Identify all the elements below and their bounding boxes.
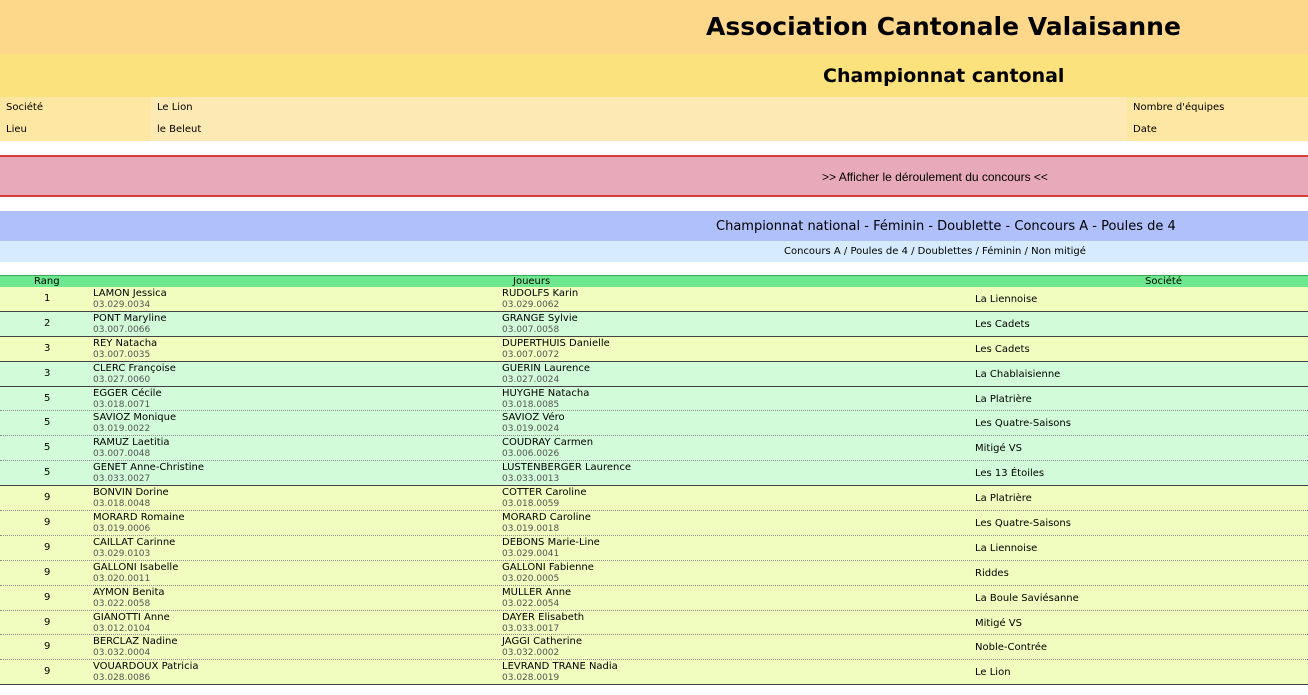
rank-cell: 9: [44, 666, 51, 678]
rank-cell: 1: [44, 293, 51, 304]
player1-license: 03.032.0004: [93, 648, 151, 659]
club-name: Les 13 Étoiles: [975, 468, 1045, 480]
rank-cell: 9: [44, 492, 51, 504]
table-row: [0, 312, 1308, 337]
date-label: Date: [1127, 119, 1308, 141]
table-row: [0, 436, 1308, 461]
rank-cell: 9: [44, 541, 51, 553]
table-row: [0, 362, 1308, 387]
player2-name: DAYER Elisabeth: [502, 611, 585, 623]
table-row: [0, 387, 1308, 412]
player2-name: GUERIN Laurence: [502, 362, 591, 374]
rank-cell: 5: [44, 467, 51, 479]
player1-license: 03.033.0027: [93, 474, 151, 485]
club-name: La Platrière: [975, 393, 1032, 405]
club-name: La Liennoise: [975, 542, 1038, 554]
lieu-label: Lieu: [0, 119, 151, 141]
player2-license: 03.019.0018: [502, 524, 560, 535]
header-rang: Rang: [34, 276, 60, 287]
player1-name: LAMON Jessica: [93, 288, 167, 299]
club-name: La Chablaisienne: [975, 368, 1061, 380]
rank-cell: 3: [44, 367, 51, 379]
player2-license: 03.033.0013: [502, 474, 560, 485]
player1-license: 03.019.0022: [93, 424, 151, 435]
rank-cell: 2: [44, 317, 51, 329]
header-societe: Société: [1145, 276, 1182, 287]
player2-name: LUSTENBERGER Laurence: [502, 462, 632, 474]
player2-name: COUDRAY Carmen: [502, 437, 594, 449]
rank-cell: 3: [44, 342, 51, 354]
player1-name: EGGER Cécile: [93, 387, 162, 399]
page-title: Championnat cantonal: [823, 65, 1065, 87]
player1-name: BONVIN Dorine: [93, 487, 169, 499]
table-row: [0, 511, 1308, 536]
player2-name: RUDOLFS Karin: [502, 288, 579, 299]
rank-cell: 5: [44, 417, 51, 429]
deroule-bar: [0, 155, 1308, 197]
player2-name: SAVIOZ Véro: [502, 412, 565, 424]
player1-name: CLERC Françoise: [93, 362, 176, 374]
table-row: [0, 561, 1308, 586]
player1-name: GALLONI Isabelle: [93, 561, 179, 573]
player1-license: 03.027.0060: [93, 374, 151, 385]
player2-license: 03.007.0058: [502, 324, 560, 335]
player2-name: MORARD Caroline: [502, 512, 591, 524]
player1-license: 03.018.0048: [93, 499, 151, 510]
player1-license: 03.020.0011: [93, 573, 151, 584]
table-row: [0, 586, 1308, 611]
rank-cell: 9: [44, 566, 51, 578]
club-name: Mitigé VS: [975, 617, 1022, 629]
site-title: Association Cantonale Valaisanne: [706, 12, 1181, 41]
table-header: [0, 275, 1308, 287]
player1-name: PONT Maryline: [93, 312, 167, 324]
societe-label: Société: [0, 97, 151, 119]
player2-license: 03.007.0072: [502, 349, 560, 360]
table-row: [0, 486, 1308, 511]
rank-cell: 5: [44, 392, 51, 404]
player2-name: HUYGHE Natacha: [502, 387, 590, 399]
club-name: Riddes: [975, 567, 1009, 579]
club-name: Noble-Contrée: [975, 642, 1048, 654]
player2-license: 03.020.0005: [502, 573, 560, 584]
player1-name: REY Natacha: [93, 337, 158, 349]
player1-license: 03.007.0035: [93, 349, 151, 360]
player1-license: 03.012.0104: [93, 623, 151, 634]
player2-name: DEBONS Marie-Line: [502, 536, 600, 548]
player1-name: VOUARDOUX Patricia: [93, 661, 199, 673]
player1-name: MORARD Romaine: [93, 512, 185, 524]
player2-name: GALLONI Fabienne: [502, 561, 594, 573]
header-joueurs: Joueurs: [513, 276, 551, 287]
player1-name: GIANOTTI Anne: [93, 611, 170, 623]
player2-license: 03.028.0019: [502, 673, 560, 684]
lieu-value: le Beleut: [151, 119, 1127, 141]
rank-cell: 9: [44, 591, 51, 603]
contest-title: Championnat national - Féminin - Doublette - Concours A - Poules de 4: [716, 219, 1176, 234]
contest-header: [0, 211, 1308, 241]
player2-name: LEVRAND TRANE Nadia: [502, 661, 618, 673]
player1-name: CAILLAT Carinne: [93, 536, 176, 548]
player2-name: COTTER Caroline: [502, 487, 587, 499]
table-row: [0, 411, 1308, 436]
player1-license: 03.007.0066: [93, 324, 151, 335]
player2-license: 03.006.0026: [502, 449, 560, 460]
player2-name: GRANGE Sylvie: [502, 312, 578, 324]
table-row: [0, 337, 1308, 362]
player2-license: 03.029.0041: [502, 548, 560, 559]
player1-name: BERCLAZ Nadine: [93, 636, 178, 648]
table-row: [0, 635, 1308, 660]
header-top: [0, 0, 1308, 54]
player1-license: 03.018.0071: [93, 399, 151, 410]
club-name: Les Cadets: [975, 318, 1030, 330]
header-sub: [0, 54, 1308, 97]
table-row: [0, 287, 1308, 312]
player1-license: 03.029.0034: [93, 300, 151, 310]
player1-license: 03.007.0048: [93, 449, 151, 460]
player1-name: GENET Anne-Christine: [93, 462, 205, 474]
player2-license: 03.019.0024: [502, 424, 560, 435]
player1-license: 03.019.0006: [93, 524, 151, 535]
show-progress-link[interactable]: >> Afficher le déroulement du concours <<: [822, 170, 1048, 184]
table-row: [0, 461, 1308, 486]
player2-license: 03.022.0054: [502, 598, 560, 609]
nb-equipes-label: Nombre d'équipes: [1127, 97, 1308, 119]
player2-license: 03.018.0085: [502, 399, 560, 410]
rank-cell: 9: [44, 616, 51, 628]
table-row: [0, 611, 1308, 636]
player1-license: 03.029.0103: [93, 548, 151, 559]
table-row: [0, 660, 1308, 685]
club-name: Mitigé VS: [975, 443, 1022, 455]
player2-name: DUPERTHUIS Danielle: [502, 337, 610, 349]
rank-cell: 9: [44, 517, 51, 529]
club-name: Les Quatre-Saisons: [975, 518, 1071, 530]
club-name: La Platrière: [975, 493, 1032, 505]
player2-name: JAGGI Catherine: [502, 636, 582, 648]
club-name: La Liennoise: [975, 294, 1038, 305]
rank-cell: 9: [44, 641, 51, 653]
player1-name: AYMON Benita: [93, 586, 165, 598]
contest-subheader: [0, 241, 1308, 262]
club-name: La Boule Saviésanne: [975, 592, 1079, 604]
player2-license: 03.032.0002: [502, 648, 560, 659]
rank-cell: 5: [44, 442, 51, 454]
table-row: [0, 536, 1308, 561]
player1-license: 03.028.0086: [93, 673, 151, 684]
player1-license: 03.022.0058: [93, 598, 151, 609]
player1-name: SAVIOZ Monique: [93, 412, 177, 424]
player2-license: 03.027.0024: [502, 374, 560, 385]
club-name: Les Quatre-Saisons: [975, 418, 1071, 430]
player2-license: 03.018.0059: [502, 499, 560, 510]
club-name: Le Lion: [975, 667, 1011, 679]
club-name: Les Cadets: [975, 343, 1030, 355]
results-table: [0, 275, 1308, 685]
player2-name: MULLER Anne: [502, 586, 572, 598]
societe-value: Le Lion: [151, 97, 1127, 119]
player1-name: RAMUZ Laetitia: [93, 437, 170, 449]
event-info: [0, 97, 1308, 141]
contest-subtitle: Concours A / Poules de 4 / Doublettes / Féminin / Non mitigé: [784, 246, 1086, 257]
player2-license: 03.033.0017: [502, 623, 560, 634]
player2-license: 03.029.0062: [502, 300, 560, 310]
